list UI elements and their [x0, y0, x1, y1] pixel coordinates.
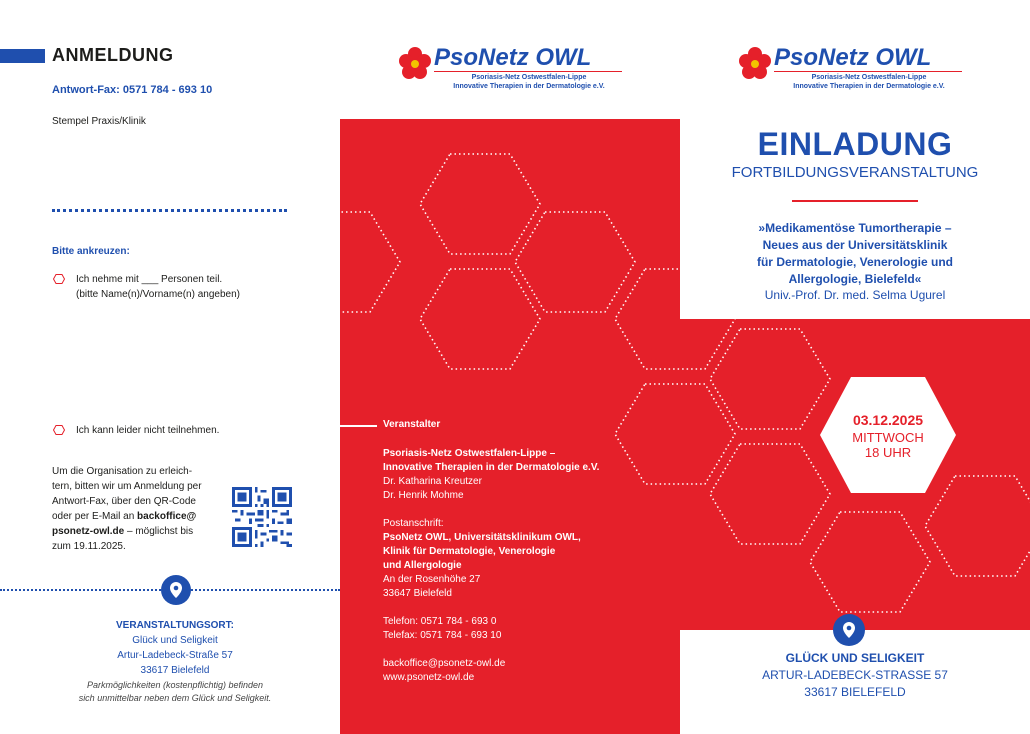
- logo-subtitle: Psoriasis-Netz Ostwestfalen-Lippe Innovative Therapien in der Dermatologie e.V.: [793, 74, 945, 90]
- check-heading: Bitte ankreuzen:: [52, 246, 130, 257]
- title-underline: [792, 200, 918, 202]
- venue-right-block: [680, 650, 1030, 701]
- venue-name: Glück und Seligkeit: [132, 635, 218, 646]
- venue-heading: VERANSTALTUNGSORT:: [116, 620, 234, 631]
- organizer-accent-line: [340, 425, 377, 427]
- organizer-email[interactable]: backoffice@psonetz-owl.de: [383, 658, 506, 669]
- hexagon-checkbox-icon[interactable]: [53, 274, 65, 284]
- organizer-website[interactable]: www.psonetz-owl.de: [383, 672, 475, 683]
- registration-info: Um die Organisation zu erleich- tern, bitten wir um Anmeldung per Antwort-Fax, über den QR-Code oder per E-Mail an backoffice@ psonetz-owl.de – möglichst bis zum 19.11.2025.: [52, 466, 202, 552]
- heading-accent-bar: [0, 49, 45, 63]
- stamp-label: Stempel Praxis/Klinik: [52, 116, 146, 127]
- logo-name: PsoNetz OWL: [434, 44, 592, 71]
- flower-logo-icon: [738, 46, 772, 80]
- option-decline: Ich kann leider nicht teilnehmen.: [76, 425, 220, 436]
- location-pin-icon: [833, 614, 865, 646]
- reply-fax: Antwort-Fax: 0571 784 - 693 10: [52, 84, 213, 96]
- hexagon-checkbox-icon[interactable]: [53, 425, 65, 435]
- venue-city: 33617 Bielefeld: [140, 665, 210, 676]
- logo-name: PsoNetz OWL: [774, 44, 932, 71]
- speaker: Univ.-Prof. Dr. med. Selma Ugurel: [764, 288, 946, 302]
- qr-code[interactable]: [232, 487, 292, 547]
- logo-subtitle: Psoriasis-Netz Ostwestfalen-Lippe Innovative Therapien in der Dermatologie e.V.: [453, 74, 605, 90]
- event-date: 03.12.2025: [852, 412, 924, 428]
- venue-city-right: 33617 BIELEFELD: [804, 685, 906, 699]
- organizer-block: Psoriasis-Netz Ostwestfalen-Lippe – Innovative Therapien in der Dermatologie e.V. Dr. Katharina Kreutzer Dr. Henrik Mohme Postanschrift: PsoNetz OWL, Universitätsklinikum OWL, Klinik für Dermatologie, Venerologie und Allergologie An der Rosenhöhe 27 33647 Bielefeld Telefon: 0571 784 - 693 0 Telefax: 0571 784 - 693 10 backoffice@psonetz-owl.de www.psonetz-owl.de: [383, 447, 673, 685]
- venue-name-right: GLÜCK UND SELIGKEIT: [785, 651, 925, 665]
- location-pin-icon: [161, 575, 191, 605]
- dotted-divider: [52, 209, 287, 212]
- email-link-part[interactable]: backoffice@: [137, 511, 197, 522]
- psonetz-logo: [398, 40, 628, 100]
- registration-title: ANMELDUNG: [52, 45, 174, 65]
- venue-street-right: ARTUR-LADEBECK-STRASSE 57: [762, 668, 948, 682]
- option-attend: Ich nehme mit ___ Personen teil. (bitte Name(n)/Vorname(n) angeben): [76, 274, 240, 300]
- event-topic: »Medikamentöse Tumortherapie – Neues aus der Universitätsklinik für Dermatologie, Venerologie und Allergologie, Bielefeld«: [756, 221, 954, 286]
- invitation-title: EINLADUNG: [757, 126, 953, 162]
- event-weekday: MITTWOCH: [852, 430, 924, 445]
- event-time: 18 UHR: [864, 445, 912, 460]
- flower-logo-icon: [398, 46, 432, 80]
- email-link-part[interactable]: psonetz-owl.de: [52, 526, 125, 537]
- organizer-heading: Veranstalter: [383, 419, 441, 430]
- invitation-subtitle: FORTBILDUNGSVERANSTALTUNG: [731, 164, 979, 181]
- psonetz-logo: [738, 40, 968, 100]
- venue-street: Artur-Ladebeck-Straße 57: [117, 650, 233, 661]
- parking-note: Parkmöglichkeiten (kostenpflichtig) befinden sich unmittelbar neben dem Glück und Seligkeit.: [78, 680, 272, 703]
- venue-left-block: [40, 618, 310, 705]
- event-date-block: [818, 412, 958, 460]
